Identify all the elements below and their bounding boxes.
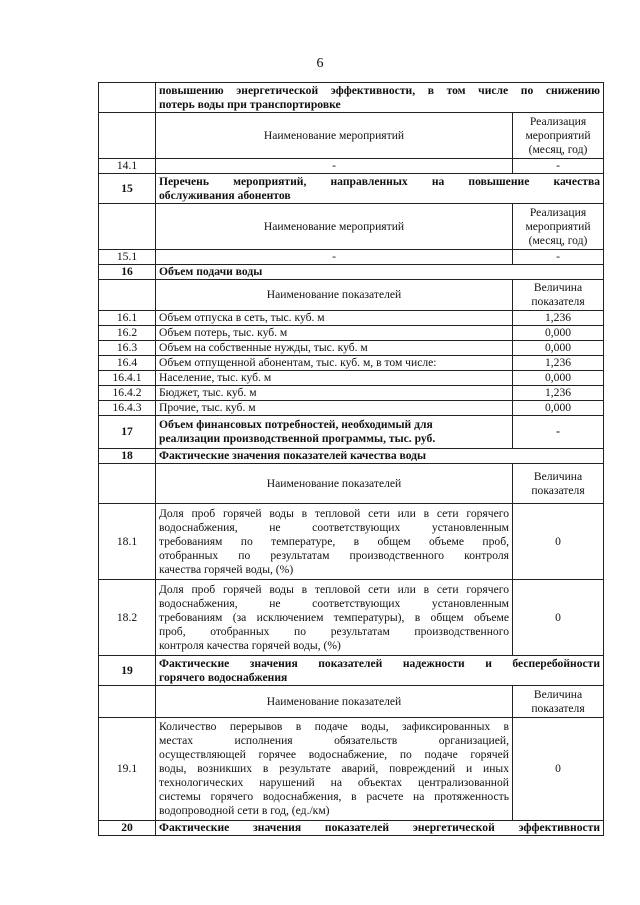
section-20-number: 20 bbox=[99, 821, 156, 836]
table-row: 15.1 - - bbox=[99, 250, 604, 265]
table-row: 16.3 Объем на собственные нужды, тыс. куб. м 0,000 bbox=[99, 341, 604, 356]
table-row: 16.4 Объем отпущенной абонентам, тыс. куб. м, в том числе: 1,236 bbox=[99, 356, 604, 371]
section-17-number: 17 bbox=[99, 416, 156, 449]
table-row: 16.4.1 Население, тыс. куб. м 0,000 bbox=[99, 371, 604, 386]
section-20-title: Фактические значения показателей энергетической эффективности bbox=[156, 821, 604, 836]
indicator-18-2: Доля проб горячей воды в тепловой сети или в сети горячего водоснабжения, не соответствующих установленным требованиям (за исключением температуры), в общем объеме проб, отобранных по результатам производственного контроля качества горячей воды, (%) bbox=[156, 580, 513, 656]
table-row bbox=[99, 821, 604, 836]
section-15-title: Перечень мероприятий, направленных на повышение качества обслуживания абонентов bbox=[156, 174, 604, 204]
table-row: 14.1 - - bbox=[99, 159, 604, 174]
section-17-title: Объем финансовых потребностей, необходимый для реализации производственной программы, тыс. руб. bbox=[156, 416, 513, 449]
table-row: 16.4.3 Прочие, тыс. куб. м 0,000 bbox=[99, 401, 604, 416]
section-15-number: 15 bbox=[99, 174, 156, 204]
table-row: Наименование мероприятий Реализация мероприятий (месяц, год) bbox=[99, 204, 604, 250]
table-row: Наименование показателей Величина показателя bbox=[99, 686, 604, 718]
indicator-18-1: Доля проб горячей воды в тепловой сети или в сети горячего водоснабжения, не соответствующих установленным требованиям по температуре, в общем объеме проб, отобранных по результатам производственного контроля качества горячей воды, (%) bbox=[156, 504, 513, 580]
table-row bbox=[99, 265, 604, 280]
table-row: 16.1 Объем отпуска в сеть, тыс. куб. м 1,236 bbox=[99, 311, 604, 326]
table-row bbox=[99, 656, 604, 686]
table-row: 16.2 Объем потерь, тыс. куб. м 0,000 bbox=[99, 326, 604, 341]
indicator-19-1: Количество перерывов в подаче воды, зафиксированных в местах исполнения обязательств организацией, осуществляющей горячее водоснабжение, по подаче горячей воды, возникших в результате аварий, повреждений и иных технологических нарушений на объектах централизованной системы горячего водоснабжения, в расчете на протяженность водопроводной сети в год, (ед./км) bbox=[156, 718, 513, 821]
section-19-number: 19 bbox=[99, 656, 156, 686]
table-row: 18.2 Доля проб горячей воды в тепловой сети или в сети горячего водоснабжения, не соответствующих установленным требованиям (за исключением температуры), в общем объеме проб, отобранных по результатам производственного контроля качества горячей воды, (%) 0 bbox=[99, 580, 604, 656]
header-measures-name: Наименование мероприятий bbox=[156, 113, 513, 159]
section-14-continuation: повышению энергетической эффективности, в том числе по снижению потерь воды при транспортировке bbox=[156, 83, 604, 113]
section-19-title: Фактические значения показателей надежности и бесперебойности горячего водоснабжения bbox=[156, 656, 604, 686]
table-row: 17 Объем финансовых потребностей, необходимый для реализации производственной программы, тыс. руб. - bbox=[99, 416, 604, 449]
table-row: Наименование показателей Величина показателя bbox=[99, 280, 604, 311]
table-row: 19.1 Количество перерывов в подаче воды, зафиксированных в местах исполнения обязательств организацией, осуществляющей горячее водоснабжение, по подаче горячей воды, возникших в результате аварий, повреждений и иных технологических нарушений на объектах централизованной системы горячего водоснабжения, в расчете на протяженность водопроводной сети в год, (ед./км) 0 bbox=[99, 718, 604, 821]
table-row bbox=[99, 113, 604, 159]
table-row bbox=[99, 174, 604, 204]
section-16-number: 16 bbox=[99, 265, 156, 280]
table-row bbox=[99, 83, 604, 113]
page-number: 6 bbox=[316, 56, 324, 71]
table-row: Наименование показателей Величина показателя bbox=[99, 464, 604, 504]
table-row: 16.4.2 Бюджет, тыс. куб. м 1,236 bbox=[99, 386, 604, 401]
section-16-title: Объем подачи воды bbox=[156, 265, 604, 280]
section-18-number: 18 bbox=[99, 449, 156, 464]
table-row bbox=[99, 449, 604, 464]
program-table bbox=[98, 82, 604, 836]
header-measures-period: Реализация мероприятий (месяц, год) bbox=[513, 113, 604, 159]
table-row: 18.1 Доля проб горячей воды в тепловой сети или в сети горячего водоснабжения, не соответствующих установленным требованиям по температуре, в общем объеме проб, отобранных по результатам производственного контроля качества горячей воды, (%) 0 bbox=[99, 504, 604, 580]
section-18-title: Фактические значения показателей качества воды bbox=[156, 449, 604, 464]
